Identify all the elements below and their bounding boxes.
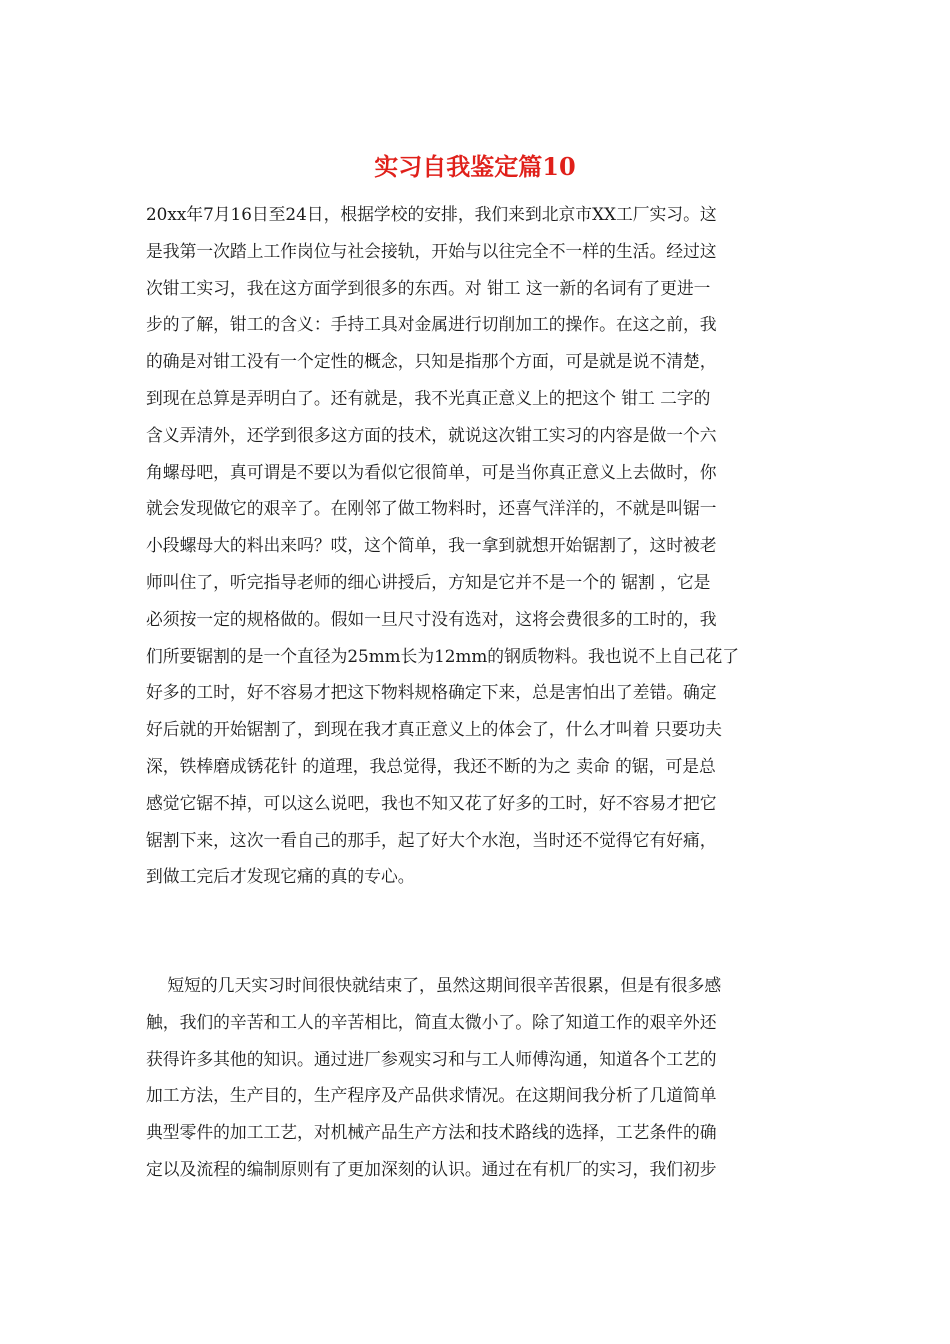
paragraph-line: 到做工完后才发现它痛的真的专心。: [146, 866, 415, 887]
paragraph-line: 含义弄清外，还学到很多这方面的技术，就说这次钳工实习的内容是做一个六: [146, 424, 717, 445]
paragraph-line: 锯割下来，这次一看自己的那手，起了好大个水泡，当时还不觉得它有好痛，: [146, 829, 717, 850]
paragraph-line: 获得许多其他的知识。通过进厂参观实习和与工人师傅沟通，知道各个工艺的: [146, 1048, 717, 1069]
paragraph-line: 角螺母吧，真可谓是不要以为看似它很简单，可是当你真正意义上去做时，你: [146, 461, 717, 482]
paragraph-line: 的确是对钳工没有一个定性的概念，只知是指那个方面，可是就是说不清楚，: [146, 351, 717, 372]
paragraph-line: 步的了解，钳工的含义：手持工具对金属进行切削加工的操作。在这之前，我: [146, 314, 717, 335]
paragraph-line: 到现在总算是弄明白了。还有就是，我不光真正意义上的把这个 钳工 二字的: [146, 387, 711, 408]
paragraph-line: 就会发现做它的艰辛了。在刚邻了做工物料时，还喜气洋洋的，不就是叫锯一: [146, 498, 717, 519]
paragraph-line: 典型零件的加工工艺，对机械产品生产方法和技术路线的选择，工艺条件的确: [146, 1122, 717, 1143]
document-title: 实习自我鉴定篇10: [374, 152, 576, 181]
paragraph-line: 短短的几天实习时间很快就结束了，虽然这期间很辛苦很累，但是有很多感: [146, 975, 722, 995]
paragraph-line: 深，铁棒磨成锈花针 的道理，我总觉得，我还不断的为之 卖命 的锯，可是总: [146, 755, 716, 776]
paragraph-line: 感觉它锯不掉，可以这么说吧，我也不知又花了好多的工时，好不容易才把它: [146, 792, 717, 813]
paragraph-line: 触，我们的辛苦和工人的辛苦相比，简直太微小了。除了知道工作的艰辛外还: [146, 1011, 717, 1032]
paragraph-line: 20xx年7月16日至24日，根据学校的安排，我们来到北京市XX工厂实习。这: [146, 204, 717, 224]
paragraph-line: 定以及流程的编制原则有了更加深刻的认识。通过在有机厂的实习，我们初步: [146, 1158, 717, 1179]
paragraph-line: 是我第一次踏上工作岗位与社会接轨，开始与以往完全不一样的生活。经过这: [146, 240, 717, 261]
paragraph-line: 好后就的开始锯割了，到现在我才真正意义上的体会了，什么才叫着 只要功夫: [146, 719, 722, 740]
paragraph-line: 加工方法，生产目的，生产程序及产品供求情况。在这期间我分析了几道简单: [146, 1085, 717, 1106]
paragraph-line: 师叫住了，听完指导老师的细心讲授后，方知是它并不是一个的 锯割 ，它是: [146, 571, 711, 592]
paragraph-line: 必须按一定的规格做的。假如一旦尺寸没有选对，这将会费很多的工时的，我: [146, 608, 717, 629]
paragraph-line: 好多的工时，好不容易才把这下物料规格确定下来，总是害怕出了差错。确定: [146, 682, 717, 703]
paragraph-line: 们所要锯割的是一个直径为25mm长为12mm的钢质物料。我也说不上自己花了: [146, 645, 740, 666]
paragraph-line: 次钳工实习，我在这方面学到很多的东西。对 钳工 这一新的名词有了更进一: [146, 277, 711, 298]
paragraph-line: 小段螺母大的料出来吗？哎，这个简单，我一拿到就想开始锯割了，这时被老: [146, 535, 717, 556]
paragraph-2: [146, 967, 810, 1188]
paragraph-1: [146, 196, 810, 895]
